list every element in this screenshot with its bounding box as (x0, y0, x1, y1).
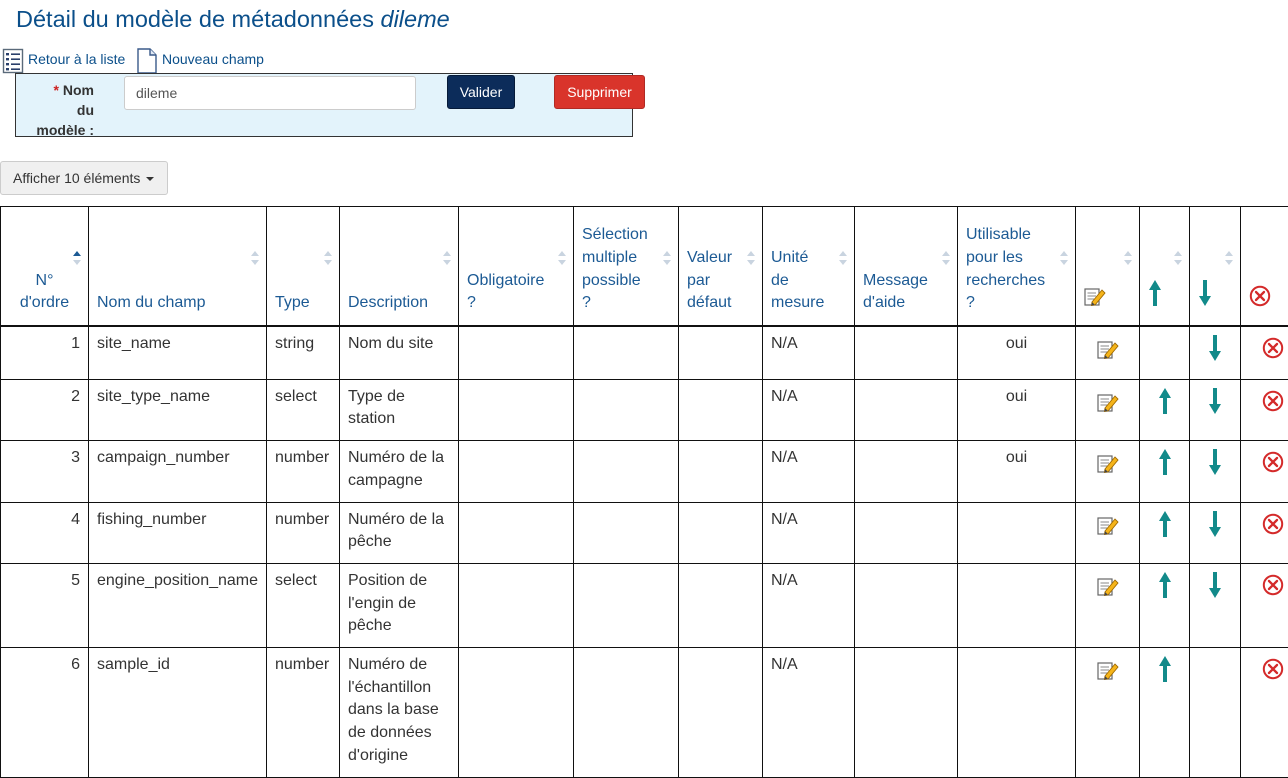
table-body (1, 326, 1288, 777)
cell-name: engine_position_name (89, 563, 267, 647)
move-up-icon[interactable] (1158, 448, 1172, 484)
column-header-up[interactable] (1140, 207, 1190, 327)
column-header-down[interactable] (1190, 207, 1241, 327)
move-down-icon[interactable] (1208, 571, 1222, 607)
cell-default (679, 441, 763, 502)
cell-type: number (267, 502, 340, 563)
delete-icon[interactable] (1262, 658, 1284, 688)
cell-move-down (1190, 563, 1241, 647)
cell-searchable (958, 502, 1076, 563)
delete-icon[interactable] (1262, 451, 1284, 481)
column-header-help-text: Message (863, 270, 949, 293)
cell-help (855, 563, 958, 647)
move-up-icon (1148, 279, 1162, 315)
cell-delete (1241, 441, 1288, 502)
column-header-required[interactable] (459, 207, 574, 327)
column-header-unit[interactable] (763, 207, 855, 327)
cell-move-up (1140, 648, 1190, 778)
column-header-searchable[interactable] (958, 207, 1076, 327)
page-length-label: Afficher 10 éléments (13, 170, 140, 186)
cell-multiple (574, 648, 679, 778)
sort-icon (839, 251, 847, 265)
cell-multiple (574, 379, 679, 440)
cell-move-up (1140, 326, 1190, 379)
move-down-icon[interactable] (1208, 387, 1222, 423)
cell-move-up (1140, 379, 1190, 440)
cell-move-down (1190, 379, 1241, 440)
move-up-icon[interactable] (1158, 571, 1172, 607)
column-header-searchable-text: recherches (966, 270, 1067, 293)
validate-button[interactable]: Valider (447, 75, 515, 109)
cell-move-down (1190, 502, 1241, 563)
delete-icon[interactable] (1262, 390, 1284, 420)
column-header-searchable-text: pour les (966, 247, 1067, 270)
cell-default (679, 379, 763, 440)
column-header-default-text: Valeur (687, 247, 754, 270)
model-name-label (36, 80, 94, 140)
move-down-icon[interactable] (1208, 448, 1222, 484)
cell-type: string (267, 326, 340, 379)
sort-icon (747, 251, 755, 265)
delete-icon[interactable] (1262, 513, 1284, 543)
sort-icon (1174, 251, 1182, 265)
sort-icon (558, 251, 566, 265)
edit-icon (1084, 285, 1106, 315)
column-header-help[interactable] (855, 207, 958, 327)
cell-required (459, 326, 574, 379)
required-mark: * (54, 82, 59, 98)
sort-icon (1124, 251, 1132, 265)
delete-icon (1249, 285, 1271, 315)
model-form (15, 73, 633, 137)
description-line: d'origine (348, 745, 450, 768)
cell-order: 6 (1, 648, 89, 778)
cell-move-down (1190, 648, 1241, 778)
cell-name: site_type_name (89, 379, 267, 440)
table-row (1, 502, 1288, 563)
column-header-default-text: défaut (687, 292, 754, 315)
delete-icon[interactable] (1262, 574, 1284, 604)
table-row (1, 326, 1288, 379)
cell-multiple (574, 563, 679, 647)
description-line: Position de (348, 570, 450, 593)
column-header-required-text: ? (467, 292, 565, 315)
cell-delete (1241, 379, 1288, 440)
cell-move-up (1140, 563, 1190, 647)
new-field-label: Nouveau champ (162, 51, 264, 67)
cell-required (459, 563, 574, 647)
cell-delete (1241, 326, 1288, 379)
cell-name: fishing_number (89, 502, 267, 563)
back-to-list-label: Retour à la liste (28, 51, 125, 67)
description-line: pêche (348, 615, 450, 638)
sort-icon (663, 251, 671, 265)
page-length-dropdown[interactable] (0, 161, 168, 195)
cell-edit (1076, 379, 1140, 440)
column-header-delete[interactable] (1241, 207, 1288, 327)
description-line: l'engin de (348, 593, 450, 616)
cell-edit (1076, 441, 1140, 502)
cell-unit: N/A (763, 326, 855, 379)
table-row (1, 648, 1288, 778)
cell-type: number (267, 648, 340, 778)
column-header-multiple-text: possible (582, 270, 670, 293)
cell-order: 3 (1, 441, 89, 502)
cell-description (340, 441, 459, 502)
column-header-order-text: d'ordre (9, 292, 80, 315)
edit-icon[interactable] (1097, 452, 1119, 482)
edit-icon[interactable] (1097, 338, 1119, 368)
column-header-multiple-text: ? (582, 292, 670, 315)
cell-description (340, 502, 459, 563)
description-line: Numéro de (348, 654, 450, 677)
move-down-icon (1198, 279, 1212, 315)
cell-searchable: oui (958, 379, 1076, 440)
cell-description (340, 648, 459, 778)
cell-help (855, 326, 958, 379)
cell-delete (1241, 648, 1288, 778)
cell-order: 4 (1, 502, 89, 563)
description-line: pêche (348, 531, 450, 554)
cell-unit: N/A (763, 563, 855, 647)
edit-icon[interactable] (1097, 659, 1119, 689)
new-document-icon (136, 48, 158, 74)
table-row (1, 441, 1288, 502)
move-up-icon[interactable] (1158, 510, 1172, 546)
cell-edit (1076, 502, 1140, 563)
cell-default (679, 502, 763, 563)
delete-model-button[interactable]: Supprimer (554, 75, 645, 109)
cell-type: select (267, 379, 340, 440)
sort-icon (443, 251, 451, 265)
back-to-list-link[interactable] (2, 48, 125, 74)
cell-unit: N/A (763, 441, 855, 502)
column-header-searchable-text: Utilisable (966, 224, 1067, 247)
cell-multiple (574, 326, 679, 379)
cell-edit (1076, 648, 1140, 778)
sort-icon (251, 251, 259, 265)
cell-move-up (1140, 441, 1190, 502)
cell-move-down (1190, 441, 1241, 502)
caret-down-icon (146, 177, 154, 181)
table-row (1, 379, 1288, 440)
cell-default (679, 563, 763, 647)
edit-icon[interactable] (1097, 391, 1119, 421)
new-field-link[interactable] (136, 48, 264, 74)
column-header-name[interactable] (89, 207, 267, 327)
cell-type: select (267, 563, 340, 647)
column-header-default[interactable] (679, 207, 763, 327)
list-icon (2, 48, 24, 74)
edit-icon[interactable] (1097, 514, 1119, 544)
move-up-icon[interactable] (1158, 387, 1172, 423)
move-down-icon[interactable] (1208, 334, 1222, 370)
page-title (16, 6, 450, 33)
cell-order: 1 (1, 326, 89, 379)
cell-required (459, 379, 574, 440)
column-header-default-text: par (687, 270, 754, 293)
cell-help (855, 648, 958, 778)
column-header-unit-text: Unité (771, 247, 846, 270)
cell-order: 2 (1, 379, 89, 440)
move-up-icon[interactable] (1158, 655, 1172, 691)
column-header-help-text: d'aide (863, 292, 949, 315)
sort-icon (1225, 251, 1233, 265)
column-header-description[interactable] (340, 207, 459, 327)
cell-delete (1241, 563, 1288, 647)
column-header-type-text: Type (275, 292, 331, 315)
cell-unit: N/A (763, 502, 855, 563)
model-name-input[interactable] (124, 76, 416, 110)
move-down-icon[interactable] (1208, 510, 1222, 546)
cell-edit (1076, 326, 1140, 379)
cell-help (855, 379, 958, 440)
table-row (1, 563, 1288, 647)
cell-description (340, 326, 459, 379)
column-header-order[interactable] (1, 207, 89, 327)
description-line: Numéro de la (348, 509, 450, 532)
column-header-multiple-text: Sélection (582, 224, 670, 247)
cell-move-up (1140, 502, 1190, 563)
description-line: Type de (348, 386, 450, 409)
edit-icon[interactable] (1097, 575, 1119, 605)
sort-icon (73, 251, 81, 265)
cell-required (459, 441, 574, 502)
cell-delete (1241, 502, 1288, 563)
cell-searchable: oui (958, 441, 1076, 502)
sort-icon (942, 251, 950, 265)
cell-searchable: oui (958, 326, 1076, 379)
description-line: Nom du site (348, 333, 450, 356)
cell-multiple (574, 441, 679, 502)
column-header-name-text: Nom du champ (97, 292, 258, 315)
cell-unit: N/A (763, 648, 855, 778)
table-header-row (1, 207, 1288, 327)
column-header-order-text: N° (9, 270, 80, 293)
description-line: campagne (348, 470, 450, 493)
model-name-label-line2: modèle : (36, 120, 94, 140)
column-header-searchable-text: ? (966, 292, 1067, 315)
sort-icon (1060, 251, 1068, 265)
description-line: station (348, 408, 450, 431)
cell-description (340, 379, 459, 440)
cell-searchable (958, 563, 1076, 647)
delete-icon[interactable] (1262, 337, 1284, 367)
column-header-description-text: Description (348, 292, 450, 315)
description-line: Numéro de la (348, 447, 450, 470)
column-header-edit[interactable] (1076, 207, 1140, 327)
column-header-unit-text: mesure (771, 292, 846, 315)
cell-name: campaign_number (89, 441, 267, 502)
cell-move-down (1190, 326, 1241, 379)
page-title-text: Détail du modèle de métadonnées (16, 6, 374, 32)
cell-required (459, 648, 574, 778)
cell-unit: N/A (763, 379, 855, 440)
cell-required (459, 502, 574, 563)
cell-searchable (958, 648, 1076, 778)
cell-name: sample_id (89, 648, 267, 778)
column-header-multiple[interactable] (574, 207, 679, 327)
column-header-multiple-text: multiple (582, 247, 670, 270)
cell-name: site_name (89, 326, 267, 379)
model-name-label-line1: Nom du (63, 82, 94, 118)
cell-type: number (267, 441, 340, 502)
cell-order: 5 (1, 563, 89, 647)
cell-help (855, 441, 958, 502)
column-header-type[interactable] (267, 207, 340, 327)
column-header-required-text: Obligatoire (467, 270, 565, 293)
description-line: dans la base (348, 699, 450, 722)
description-line: l'échantillon (348, 677, 450, 700)
sort-icon (324, 251, 332, 265)
cell-multiple (574, 502, 679, 563)
fields-table (0, 206, 1288, 778)
cell-default (679, 648, 763, 778)
page-title-model-name: dileme (381, 6, 450, 32)
description-line: de données (348, 722, 450, 745)
cell-description (340, 563, 459, 647)
cell-edit (1076, 563, 1140, 647)
cell-help (855, 502, 958, 563)
cell-default (679, 326, 763, 379)
column-header-unit-text: de (771, 270, 846, 293)
